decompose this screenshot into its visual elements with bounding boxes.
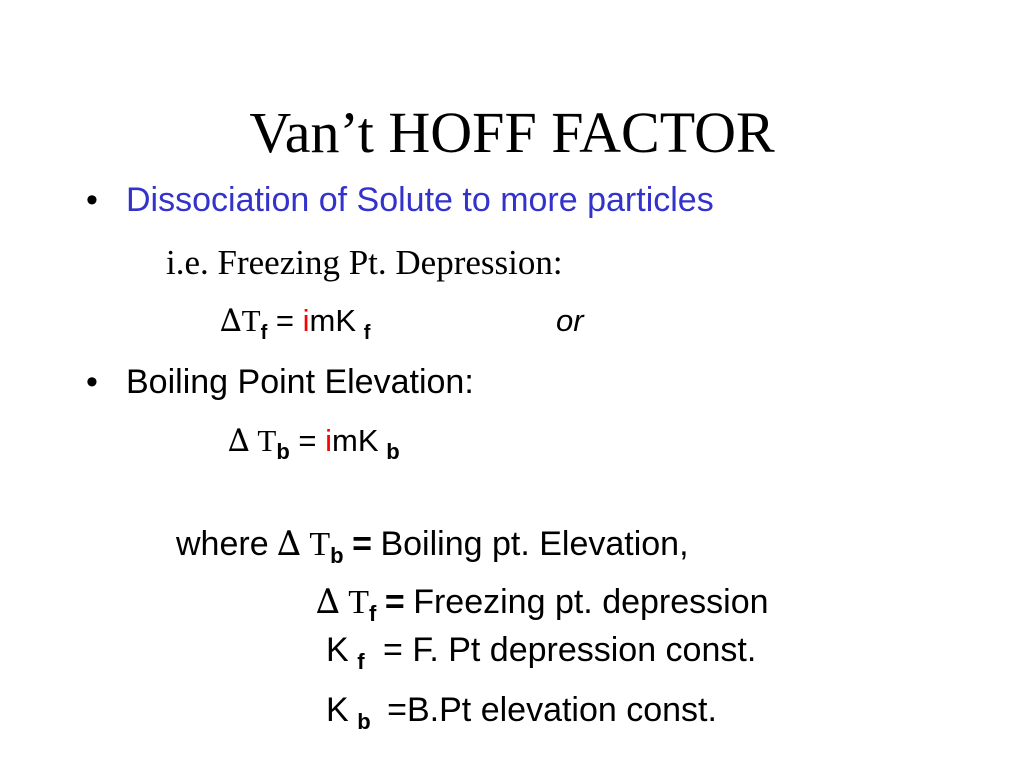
freezing-definition-text: Freezing pt. depression xyxy=(413,583,769,621)
kb-subscript: b xyxy=(386,439,400,464)
slide-title: Van’t HOFF FACTOR xyxy=(249,100,775,165)
equals-sign: = xyxy=(289,423,326,458)
kf-subscript: f xyxy=(363,322,371,344)
equals-sign: = xyxy=(352,525,372,563)
equals-sign: = xyxy=(384,583,405,621)
where-boiling-definition xyxy=(176,524,689,568)
b-subscript: b xyxy=(276,439,290,464)
or-text: or xyxy=(556,303,584,338)
delta-symbol: ∆ xyxy=(277,524,301,564)
kf-definition-text: = F. Pt depression const. xyxy=(383,631,757,669)
bullet-marker: • xyxy=(86,181,98,219)
f-subscript: f xyxy=(260,322,268,344)
t-symbol: T xyxy=(257,423,277,458)
bullet-dissociation: Dissociation of Solute to more particles xyxy=(126,181,714,219)
k-symbol: K xyxy=(326,631,349,669)
where-word: where xyxy=(176,525,269,563)
mk-term: mK xyxy=(309,303,356,338)
equals-sign: = xyxy=(267,303,303,338)
mk-term: mK xyxy=(332,423,379,458)
vant-hoff-i: i xyxy=(325,423,333,458)
where-freezing-definition xyxy=(316,582,769,626)
ie-freezing-line: i.e. Freezing Pt. Depression: xyxy=(166,243,563,282)
kb-definition-text: B.Pt elevation const. xyxy=(407,691,717,729)
bullet-boiling: Boiling Point Elevation: xyxy=(126,363,474,401)
b-subscript: b xyxy=(357,709,371,734)
t-symbol: T xyxy=(348,584,370,621)
delta-symbol: ∆ xyxy=(228,423,250,459)
f-subscript: f xyxy=(369,601,377,626)
k-symbol: K xyxy=(326,691,349,729)
t-symbol: T xyxy=(309,526,331,563)
b-subscript: b xyxy=(330,543,344,568)
equals-sign: = xyxy=(387,691,407,729)
freezing-equation xyxy=(220,302,370,344)
delta-symbol: ∆ xyxy=(316,582,340,622)
f-subscript: f xyxy=(357,649,365,674)
boiling-definition-text: Boiling pt. Elevation, xyxy=(380,525,689,563)
vant-hoff-i: i xyxy=(302,303,310,338)
delta-symbol: ∆ xyxy=(220,303,242,339)
bullet-marker: • xyxy=(86,363,98,401)
kf-definition xyxy=(326,630,756,674)
kb-definition xyxy=(326,690,717,734)
t-symbol: T xyxy=(241,303,261,338)
boiling-equation xyxy=(228,422,400,463)
